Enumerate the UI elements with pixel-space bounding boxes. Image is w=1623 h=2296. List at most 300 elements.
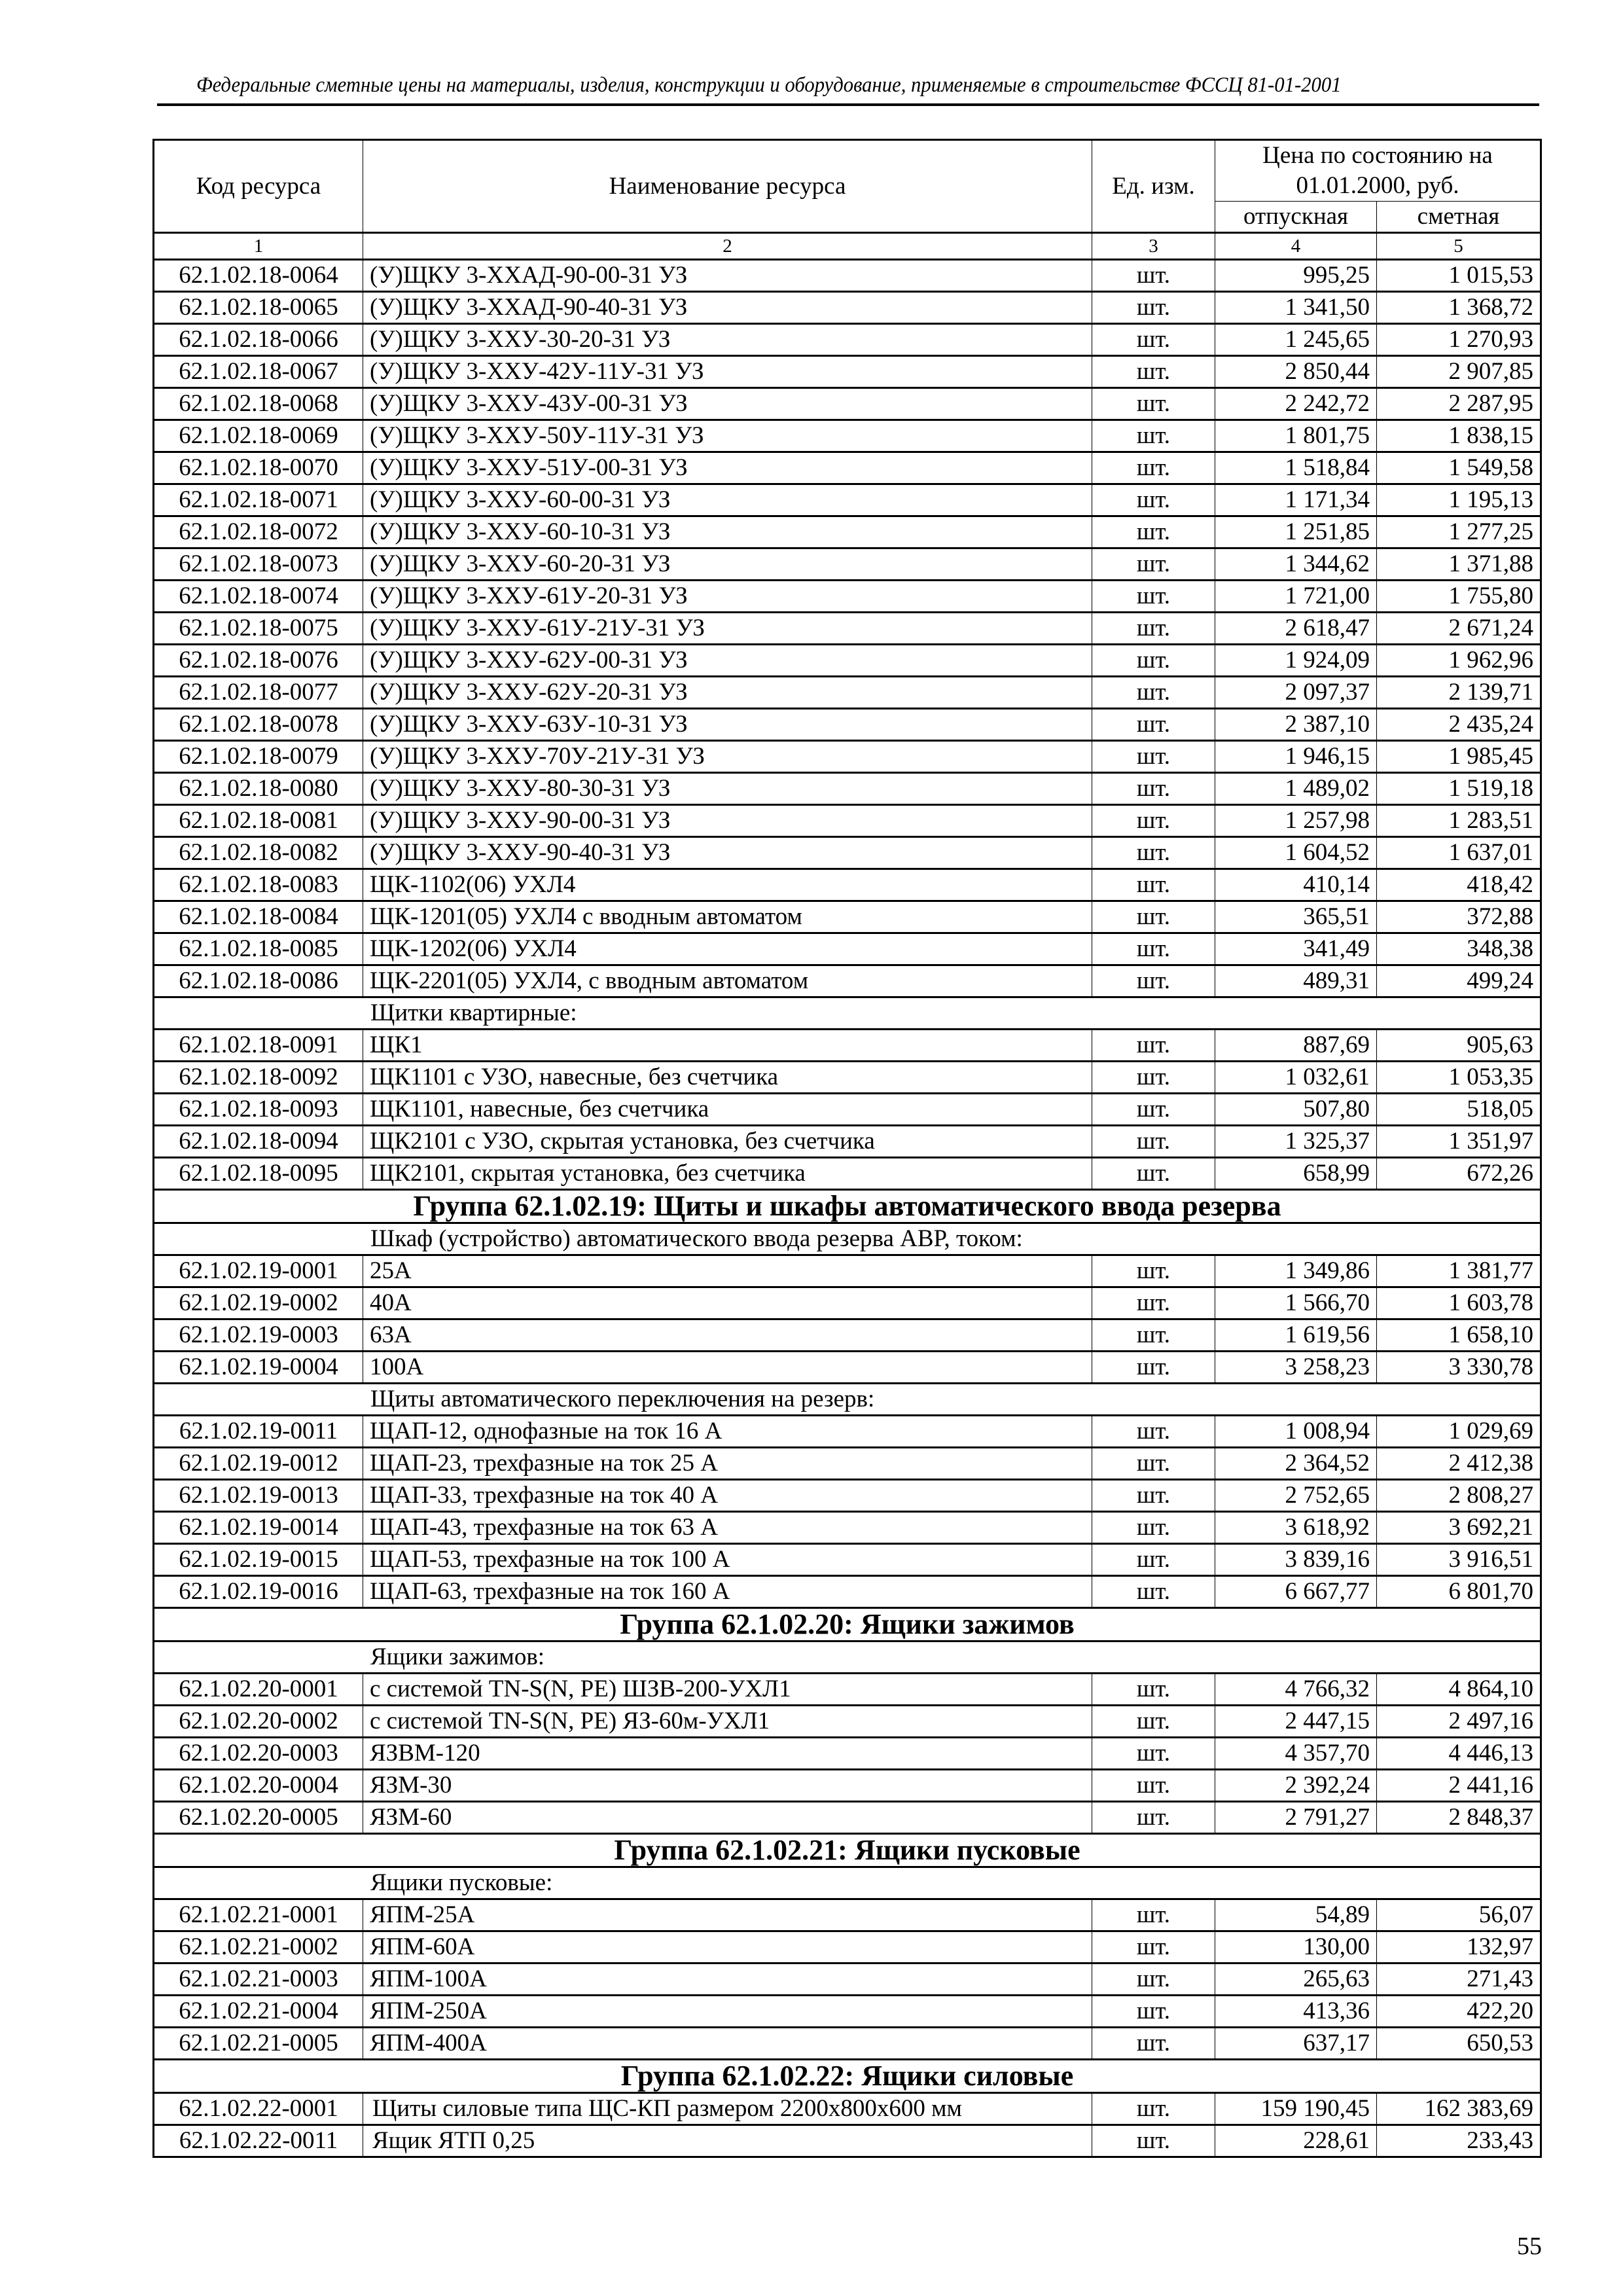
header-name: Наименование ресурса (363, 140, 1092, 233)
table-row (154, 324, 1541, 356)
resource-code: 62.1.02.18-0074 (154, 581, 363, 613)
price-estimate: 2 412,38 (1377, 1448, 1541, 1480)
header-unit: Ед. изм. (1092, 140, 1215, 233)
resource-code: 62.1.02.18-0086 (154, 965, 363, 997)
column-number: 5 (1377, 233, 1541, 260)
resource-code: 62.1.02.18-0076 (154, 645, 363, 677)
table-row (154, 1931, 1541, 1964)
price-release: 1 008,94 (1215, 1416, 1377, 1448)
price-release: 1 721,00 (1215, 581, 1377, 613)
price-estimate: 1 381,77 (1377, 1255, 1541, 1287)
resource-name: (У)ЩКУ 3-ХХУ-62У-20-31 УЗ (363, 677, 1092, 709)
resource-code: 62.1.02.18-0081 (154, 805, 363, 837)
column-number: 2 (363, 233, 1092, 260)
price-release: 1 619,56 (1215, 1319, 1377, 1352)
resource-code: 62.1.02.18-0078 (154, 709, 363, 741)
resource-name: ЩАП-33, трехфазные на ток 40 А (363, 1480, 1092, 1512)
table-row (154, 1996, 1541, 2028)
table-row (154, 452, 1541, 484)
resource-code: 62.1.02.18-0077 (154, 677, 363, 709)
resource-name: (У)ЩКУ 3-ХХУ-62У-00-31 УЗ (363, 645, 1092, 677)
unit: шт. (1092, 837, 1215, 869)
resource-name: (У)ЩКУ 3-ХХАД-90-40-31 УЗ (363, 292, 1092, 324)
resource-name: ЩК2101, скрытая установка, без счетчика (363, 1158, 1092, 1190)
header-price-release: отпускная (1215, 202, 1377, 233)
price-estimate: 1 658,10 (1377, 1319, 1541, 1352)
price-table (152, 139, 1542, 2158)
resource-code: 62.1.02.18-0082 (154, 837, 363, 869)
price-estimate: 2 848,37 (1377, 1802, 1541, 1834)
resource-name: ЯПМ-60А (363, 1931, 1092, 1964)
unit: шт. (1092, 1996, 1215, 2028)
price-release: 1 924,09 (1215, 645, 1377, 677)
price-estimate: 672,26 (1377, 1158, 1541, 1190)
resource-code: 62.1.02.19-0011 (154, 1416, 363, 1448)
unit: шт. (1092, 805, 1215, 837)
price-estimate: 2 907,85 (1377, 356, 1541, 388)
price-estimate: 499,24 (1377, 965, 1541, 997)
resource-code: 62.1.02.20-0005 (154, 1802, 363, 1834)
resource-code: 62.1.02.18-0066 (154, 324, 363, 356)
price-release: 1 245,65 (1215, 324, 1377, 356)
unit: шт. (1092, 1126, 1215, 1158)
price-estimate: 1 603,78 (1377, 1287, 1541, 1319)
unit: шт. (1092, 1770, 1215, 1802)
table-row (154, 1255, 1541, 1287)
resource-code: 62.1.02.20-0003 (154, 1738, 363, 1770)
price-estimate: 348,38 (1377, 933, 1541, 965)
resource-code: 62.1.02.18-0068 (154, 388, 363, 420)
price-estimate: 1 549,58 (1377, 452, 1541, 484)
price-estimate: 1 351,97 (1377, 1126, 1541, 1158)
resource-name: (У)ЩКУ 3-ХХУ-42У-11У-31 УЗ (363, 356, 1092, 388)
group-heading-row (154, 1608, 1541, 1641)
price-estimate: 905,63 (1377, 1030, 1541, 1062)
resource-name: ЯПМ-400А (363, 2028, 1092, 2060)
unit: шт. (1092, 2093, 1215, 2125)
column-number-row (154, 233, 1541, 260)
resource-code: 62.1.02.22-0011 (154, 2125, 363, 2157)
table-row (154, 1416, 1541, 1448)
table-row (154, 1770, 1541, 1802)
resource-code: 62.1.02.20-0001 (154, 1674, 363, 1706)
resource-name: (У)ЩКУ 3-ХХУ-51У-00-31 УЗ (363, 452, 1092, 484)
resource-name: (У)ЩКУ 3-ХХАД-90-00-31 УЗ (363, 260, 1092, 292)
header-code: Код ресурса (154, 140, 363, 233)
resource-name: с системой TN-S(N, PE) ШЗВ-200-УХЛ1 (363, 1674, 1092, 1706)
table-row (154, 2125, 1541, 2157)
unit: шт. (1092, 1062, 1215, 1094)
unit: шт. (1092, 677, 1215, 709)
unit: шт. (1092, 1416, 1215, 1448)
resource-name: ЯЗВМ-120 (363, 1738, 1092, 1770)
resource-code: 62.1.02.18-0075 (154, 613, 363, 645)
resource-code: 62.1.02.18-0080 (154, 773, 363, 805)
resource-code: 62.1.02.18-0084 (154, 901, 363, 933)
unit: шт. (1092, 1448, 1215, 1480)
price-estimate: 3 692,21 (1377, 1512, 1541, 1544)
table-row (154, 965, 1541, 997)
subheading-row (154, 1384, 1541, 1416)
table-row (154, 581, 1541, 613)
subheading: Ящики зажимов: (154, 1641, 1541, 1674)
resource-name: (У)ЩКУ 3-ХХУ-80-30-31 УЗ (363, 773, 1092, 805)
resource-name: 100А (363, 1352, 1092, 1384)
resource-name: (У)ЩКУ 3-ХХУ-43У-00-31 УЗ (363, 388, 1092, 420)
resource-name: (У)ЩКУ 3-ХХУ-60-10-31 УЗ (363, 516, 1092, 548)
resource-code: 62.1.02.19-0004 (154, 1352, 363, 1384)
price-release: 4 357,70 (1215, 1738, 1377, 1770)
price-release: 2 364,52 (1215, 1448, 1377, 1480)
price-estimate: 2 435,24 (1377, 709, 1541, 741)
price-release: 54,89 (1215, 1899, 1377, 1931)
unit: шт. (1092, 741, 1215, 773)
unit: шт. (1092, 1899, 1215, 1931)
resource-name: ЩК1101 с УЗО, навесные, без счетчика (363, 1062, 1092, 1094)
group-heading-row (154, 1190, 1541, 1223)
table-row (154, 1158, 1541, 1190)
unit: шт. (1092, 1319, 1215, 1352)
resource-name: ЯПМ-250А (363, 1996, 1092, 2028)
resource-code: 62.1.02.22-0001 (154, 2093, 363, 2125)
price-estimate: 1 637,01 (1377, 837, 1541, 869)
subheading: Щитки квартирные: (154, 997, 1541, 1030)
price-release: 2 097,37 (1215, 677, 1377, 709)
price-release: 365,51 (1215, 901, 1377, 933)
group-heading: Группа 62.1.02.22: Ящики силовые (154, 2060, 1541, 2093)
price-release: 1 518,84 (1215, 452, 1377, 484)
resource-name: (У)ЩКУ 3-ХХУ-60-20-31 УЗ (363, 548, 1092, 581)
price-estimate: 1 283,51 (1377, 805, 1541, 837)
table-row (154, 869, 1541, 901)
price-estimate: 1 029,69 (1377, 1416, 1541, 1448)
price-estimate: 3 916,51 (1377, 1544, 1541, 1576)
price-estimate: 1 985,45 (1377, 741, 1541, 773)
price-release: 1 801,75 (1215, 420, 1377, 452)
price-release: 2 447,15 (1215, 1706, 1377, 1738)
table-row (154, 1352, 1541, 1384)
table-row (154, 356, 1541, 388)
header-price-group: Цена по состоянию на 01.01.2000, руб. (1215, 140, 1541, 202)
resource-code: 62.1.02.18-0073 (154, 548, 363, 581)
unit: шт. (1092, 1030, 1215, 1062)
table-row (154, 1899, 1541, 1931)
resource-code: 62.1.02.20-0002 (154, 1706, 363, 1738)
unit: шт. (1092, 1287, 1215, 1319)
unit: шт. (1092, 1576, 1215, 1608)
price-release: 4 766,32 (1215, 1674, 1377, 1706)
price-estimate: 372,88 (1377, 901, 1541, 933)
resource-code: 62.1.02.18-0071 (154, 484, 363, 516)
resource-code: 62.1.02.19-0015 (154, 1544, 363, 1576)
table-row (154, 805, 1541, 837)
price-estimate: 233,43 (1377, 2125, 1541, 2157)
price-estimate: 1 962,96 (1377, 645, 1541, 677)
price-release: 489,31 (1215, 965, 1377, 997)
table-row (154, 1738, 1541, 1770)
running-head: Федеральные сметные цены на материалы, изделия, конструкции и оборудование, применяемые в строительстве ФССЦ 81-01-2001 (196, 73, 1342, 97)
unit: шт. (1092, 324, 1215, 356)
price-release: 228,61 (1215, 2125, 1377, 2157)
table-row (154, 548, 1541, 581)
price-release: 2 392,24 (1215, 1770, 1377, 1802)
price-release: 3 258,23 (1215, 1352, 1377, 1384)
resource-code: 62.1.02.21-0002 (154, 1931, 363, 1964)
price-estimate: 56,07 (1377, 1899, 1541, 1931)
price-release: 2 850,44 (1215, 356, 1377, 388)
resource-code: 62.1.02.18-0094 (154, 1126, 363, 1158)
resource-name: Ящик ЯТП 0,25 (363, 2125, 1092, 2157)
unit: шт. (1092, 1802, 1215, 1834)
price-estimate: 1 371,88 (1377, 548, 1541, 581)
price-release: 995,25 (1215, 260, 1377, 292)
unit: шт. (1092, 420, 1215, 452)
unit: шт. (1092, 1158, 1215, 1190)
price-estimate: 2 497,16 (1377, 1706, 1541, 1738)
unit: шт. (1092, 2028, 1215, 2060)
price-estimate: 2 671,24 (1377, 613, 1541, 645)
unit: шт. (1092, 356, 1215, 388)
unit: шт. (1092, 484, 1215, 516)
price-estimate: 4 864,10 (1377, 1674, 1541, 1706)
resource-code: 62.1.02.20-0004 (154, 1770, 363, 1802)
price-estimate: 1 270,93 (1377, 324, 1541, 356)
column-number: 3 (1092, 233, 1215, 260)
price-estimate: 1 755,80 (1377, 581, 1541, 613)
resource-name: ЩАП-12, однофазные на ток 16 А (363, 1416, 1092, 1448)
table-row (154, 837, 1541, 869)
resource-name: с системой TN-S(N, PE) ЯЗ-60м-УХЛ1 (363, 1706, 1092, 1738)
resource-code: 62.1.02.18-0091 (154, 1030, 363, 1062)
price-release: 1 946,15 (1215, 741, 1377, 773)
unit: шт. (1092, 1094, 1215, 1126)
price-release: 1 349,86 (1215, 1255, 1377, 1287)
resource-code: 62.1.02.18-0095 (154, 1158, 363, 1190)
table-row (154, 1480, 1541, 1512)
price-estimate: 1 195,13 (1377, 484, 1541, 516)
price-estimate: 4 446,13 (1377, 1738, 1541, 1770)
price-release: 130,00 (1215, 1931, 1377, 1964)
resource-name: (У)ЩКУ 3-ХХУ-90-00-31 УЗ (363, 805, 1092, 837)
price-release: 1 344,62 (1215, 548, 1377, 581)
resource-code: 62.1.02.19-0002 (154, 1287, 363, 1319)
unit: шт. (1092, 1352, 1215, 1384)
price-release: 341,49 (1215, 933, 1377, 965)
price-estimate: 1 368,72 (1377, 292, 1541, 324)
unit: шт. (1092, 709, 1215, 741)
table-row (154, 420, 1541, 452)
price-release: 637,17 (1215, 2028, 1377, 2060)
resource-code: 62.1.02.18-0064 (154, 260, 363, 292)
resource-name: (У)ЩКУ 3-ХХУ-70У-21У-31 УЗ (363, 741, 1092, 773)
column-number: 4 (1215, 233, 1377, 260)
price-release: 2 791,27 (1215, 1802, 1377, 1834)
header-rule (157, 103, 1539, 106)
price-release: 1 325,37 (1215, 1126, 1377, 1158)
group-heading: Группа 62.1.02.20: Ящики зажимов (154, 1608, 1541, 1641)
table-row (154, 933, 1541, 965)
price-release: 410,14 (1215, 869, 1377, 901)
resource-name: ЩК-1102(06) УХЛ4 (363, 869, 1092, 901)
table-row (154, 1706, 1541, 1738)
unit: шт. (1092, 452, 1215, 484)
column-number: 1 (154, 233, 363, 260)
price-estimate: 3 330,78 (1377, 1352, 1541, 1384)
resource-name: ЯПМ-25А (363, 1899, 1092, 1931)
table-row (154, 2028, 1541, 2060)
resource-code: 62.1.02.21-0001 (154, 1899, 363, 1931)
table-row (154, 1094, 1541, 1126)
table-row (154, 709, 1541, 741)
resource-name: ЩАП-43, трехфазные на ток 63 А (363, 1512, 1092, 1544)
price-estimate: 2 287,95 (1377, 388, 1541, 420)
subheading-row (154, 1223, 1541, 1255)
unit: шт. (1092, 933, 1215, 965)
table-row (154, 1964, 1541, 1996)
group-heading: Группа 62.1.02.21: Ящики пусковые (154, 1834, 1541, 1867)
resource-code: 62.1.02.21-0004 (154, 1996, 363, 2028)
table-row (154, 613, 1541, 645)
unit: шт. (1092, 1706, 1215, 1738)
price-release: 887,69 (1215, 1030, 1377, 1062)
price-release: 1 604,52 (1215, 837, 1377, 869)
table-row (154, 1544, 1541, 1576)
price-estimate: 1 838,15 (1377, 420, 1541, 452)
table-row (154, 645, 1541, 677)
subheading: Шкаф (устройство) автоматического ввода резерва АВР, током: (154, 1223, 1541, 1255)
resource-code: 62.1.02.18-0065 (154, 292, 363, 324)
resource-code: 62.1.02.19-0014 (154, 1512, 363, 1544)
price-release: 1 251,85 (1215, 516, 1377, 548)
table-row (154, 901, 1541, 933)
subheading-row (154, 1641, 1541, 1674)
table-row (154, 1512, 1541, 1544)
resource-name: (У)ЩКУ 3-ХХУ-50У-11У-31 УЗ (363, 420, 1092, 452)
table-row (154, 677, 1541, 709)
resource-code: 62.1.02.21-0003 (154, 1964, 363, 1996)
resource-name: ЩК-1201(05) УХЛ4 с вводным автоматом (363, 901, 1092, 933)
table-row (154, 1287, 1541, 1319)
unit: шт. (1092, 260, 1215, 292)
resource-code: 62.1.02.19-0016 (154, 1576, 363, 1608)
price-release: 3 839,16 (1215, 1544, 1377, 1576)
table-row (154, 741, 1541, 773)
price-release: 1 032,61 (1215, 1062, 1377, 1094)
resource-name: ЯЗМ-60 (363, 1802, 1092, 1834)
resource-name: ЩК-1202(06) УХЛ4 (363, 933, 1092, 965)
table-body (154, 260, 1541, 2157)
unit: шт. (1092, 869, 1215, 901)
price-estimate: 2 139,71 (1377, 677, 1541, 709)
table-row (154, 516, 1541, 548)
resource-name: 25А (363, 1255, 1092, 1287)
unit: шт. (1092, 965, 1215, 997)
resource-code: 62.1.02.19-0001 (154, 1255, 363, 1287)
price-release: 159 190,45 (1215, 2093, 1377, 2125)
subheading-row (154, 997, 1541, 1030)
table-row (154, 484, 1541, 516)
table-row (154, 1126, 1541, 1158)
price-estimate: 1 053,35 (1377, 1062, 1541, 1094)
resource-name: ЯЗМ-30 (363, 1770, 1092, 1802)
resource-name: ЩК1101, навесные, без счетчика (363, 1094, 1092, 1126)
price-release: 3 618,92 (1215, 1512, 1377, 1544)
resource-code: 62.1.02.19-0012 (154, 1448, 363, 1480)
price-estimate: 418,42 (1377, 869, 1541, 901)
header-price-estimate: сметная (1377, 202, 1541, 233)
resource-code: 62.1.02.18-0085 (154, 933, 363, 965)
page-number: 55 (1517, 2233, 1542, 2260)
resource-name: (У)ЩКУ 3-ХХУ-60-00-31 УЗ (363, 484, 1092, 516)
price-estimate: 2 441,16 (1377, 1770, 1541, 1802)
table-row (154, 1576, 1541, 1608)
resource-code: 62.1.02.18-0093 (154, 1094, 363, 1126)
table-row (154, 292, 1541, 324)
resource-code: 62.1.02.18-0079 (154, 741, 363, 773)
price-release: 507,80 (1215, 1094, 1377, 1126)
subheading: Ящики пусковые: (154, 1867, 1541, 1899)
resource-code: 62.1.02.18-0070 (154, 452, 363, 484)
resource-code: 62.1.02.18-0067 (154, 356, 363, 388)
price-release: 2 387,10 (1215, 709, 1377, 741)
price-release: 2 242,72 (1215, 388, 1377, 420)
unit: шт. (1092, 1480, 1215, 1512)
unit: шт. (1092, 1738, 1215, 1770)
resource-name: ЩК2101 с УЗО, скрытая установка, без счетчика (363, 1126, 1092, 1158)
table-row (154, 388, 1541, 420)
resource-name: (У)ЩКУ 3-ХХУ-61У-20-31 УЗ (363, 581, 1092, 613)
price-release: 413,36 (1215, 1996, 1377, 2028)
unit: шт. (1092, 773, 1215, 805)
subheading: Щиты автоматического переключения на резерв: (154, 1384, 1541, 1416)
resource-code: 62.1.02.19-0003 (154, 1319, 363, 1352)
unit: шт. (1092, 548, 1215, 581)
resource-name: ЩАП-53, трехфазные на ток 100 А (363, 1544, 1092, 1576)
price-release: 1 341,50 (1215, 292, 1377, 324)
price-release: 2 752,65 (1215, 1480, 1377, 1512)
price-estimate: 1 015,53 (1377, 260, 1541, 292)
price-estimate: 2 808,27 (1377, 1480, 1541, 1512)
price-release: 1 257,98 (1215, 805, 1377, 837)
table-row (154, 1319, 1541, 1352)
table-row (154, 1448, 1541, 1480)
resource-name: ЩАП-63, трехфазные на ток 160 А (363, 1576, 1092, 1608)
price-estimate: 132,97 (1377, 1931, 1541, 1964)
unit: шт. (1092, 613, 1215, 645)
unit: шт. (1092, 2125, 1215, 2157)
table-row (154, 2093, 1541, 2125)
price-release: 6 667,77 (1215, 1576, 1377, 1608)
unit: шт. (1092, 516, 1215, 548)
table-row (154, 260, 1541, 292)
resource-name: ЯПМ-100А (363, 1964, 1092, 1996)
table-row (154, 1062, 1541, 1094)
unit: шт. (1092, 292, 1215, 324)
resource-code: 62.1.02.18-0083 (154, 869, 363, 901)
price-estimate: 518,05 (1377, 1094, 1541, 1126)
unit: шт. (1092, 581, 1215, 613)
resource-code: 62.1.02.18-0072 (154, 516, 363, 548)
unit: шт. (1092, 1544, 1215, 1576)
unit: шт. (1092, 1931, 1215, 1964)
unit: шт. (1092, 388, 1215, 420)
resource-name: 63А (363, 1319, 1092, 1352)
price-estimate: 271,43 (1377, 1964, 1541, 1996)
price-estimate: 162 383,69 (1377, 2093, 1541, 2125)
unit: шт. (1092, 901, 1215, 933)
price-release: 1 171,34 (1215, 484, 1377, 516)
price-estimate: 650,53 (1377, 2028, 1541, 2060)
